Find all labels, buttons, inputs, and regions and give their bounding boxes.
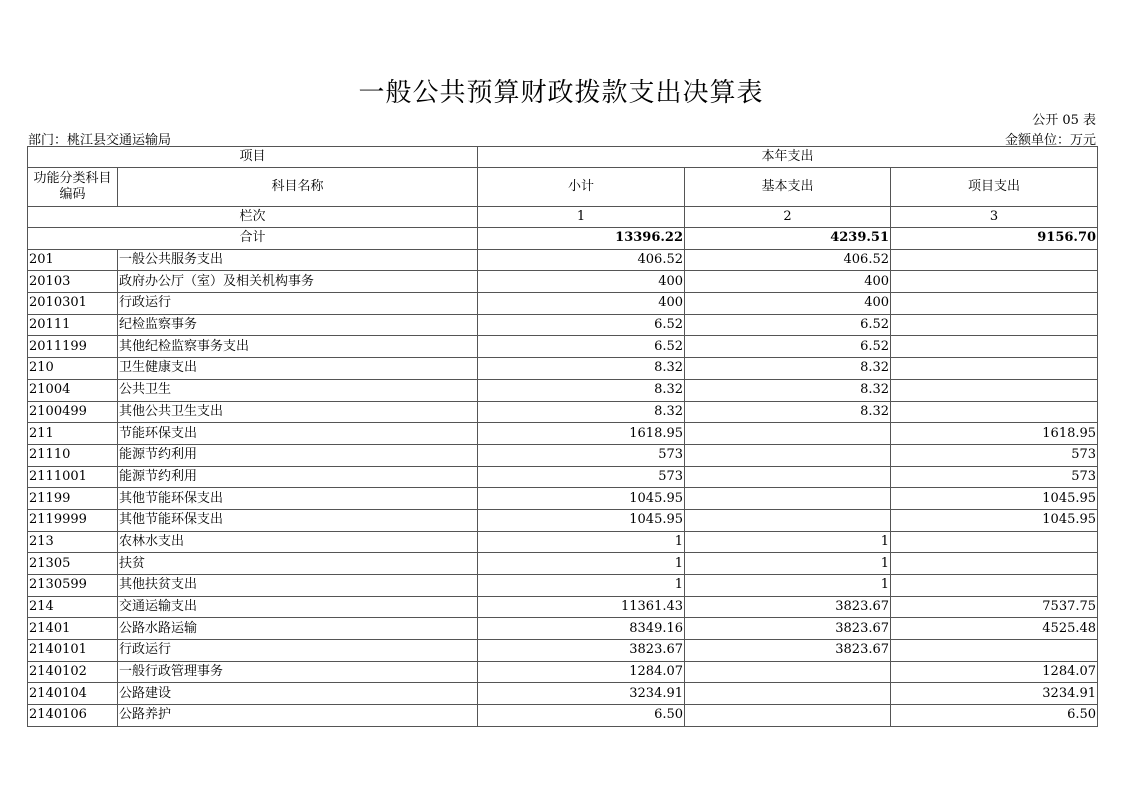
header-basic: 基本支出 xyxy=(685,168,891,207)
row-subtotal: 6.52 xyxy=(478,336,685,358)
row-name: 能源节约利用 xyxy=(118,466,478,488)
row-basic: 406.52 xyxy=(685,249,891,271)
row-code: 210 xyxy=(28,358,118,380)
table-row xyxy=(28,358,1098,380)
table-row xyxy=(28,661,1098,683)
department-label: 部门：桃江县交通运输局 xyxy=(28,133,172,148)
row-name: 交通运输支出 xyxy=(118,596,478,618)
table-row xyxy=(28,314,1098,336)
row-subtotal: 11361.43 xyxy=(478,596,685,618)
table-row xyxy=(28,575,1098,597)
row-name: 行政运行 xyxy=(118,293,478,315)
header-subtotal: 小计 xyxy=(478,168,685,207)
table-row xyxy=(28,336,1098,358)
row-project xyxy=(891,575,1098,597)
row-basic xyxy=(685,705,891,727)
table-row xyxy=(28,379,1098,401)
row-name: 公路水路运输 xyxy=(118,618,478,640)
row-code: 2140106 xyxy=(28,705,118,727)
row-name: 公路养护 xyxy=(118,705,478,727)
row-name: 纪检监察事务 xyxy=(118,314,478,336)
row-project: 573 xyxy=(891,466,1098,488)
row-subtotal: 1 xyxy=(478,575,685,597)
row-project xyxy=(891,379,1098,401)
row-subtotal: 8.32 xyxy=(478,401,685,423)
row-project: 6.50 xyxy=(891,705,1098,727)
row-code: 2140101 xyxy=(28,640,118,662)
row-basic xyxy=(685,488,891,510)
row-name: 节能环保支出 xyxy=(118,423,478,445)
row-code: 2010301 xyxy=(28,293,118,315)
row-basic: 1 xyxy=(685,575,891,597)
row-name: 一般公共服务支出 xyxy=(118,249,478,271)
row-code: 20103 xyxy=(28,271,118,293)
row-subtotal: 6.52 xyxy=(478,314,685,336)
column-number-row xyxy=(28,207,1098,228)
page-title: 一般公共预算财政拨款支出决算表 xyxy=(358,78,764,108)
row-subtotal: 8.32 xyxy=(478,358,685,380)
row-basic: 3823.67 xyxy=(685,596,891,618)
row-code: 2100499 xyxy=(28,401,118,423)
row-name: 扶贫 xyxy=(118,553,478,575)
row-subtotal: 6.50 xyxy=(478,705,685,727)
row-subtotal: 8.32 xyxy=(478,379,685,401)
row-subtotal: 406.52 xyxy=(478,249,685,271)
row-name: 公共卫生 xyxy=(118,379,478,401)
row-basic xyxy=(685,661,891,683)
row-code: 21305 xyxy=(28,553,118,575)
row-basic xyxy=(685,509,891,531)
row-code: 2130599 xyxy=(28,575,118,597)
total-subtotal: 13396.22 xyxy=(478,228,685,250)
row-code: 211 xyxy=(28,423,118,445)
form-code: 公开 05 表 xyxy=(1032,113,1096,128)
total-project: 9156.70 xyxy=(891,228,1098,250)
row-code: 213 xyxy=(28,531,118,553)
table-row xyxy=(28,423,1098,445)
table-row xyxy=(28,401,1098,423)
row-project xyxy=(891,314,1098,336)
row-basic xyxy=(685,466,891,488)
row-name: 其他公共卫生支出 xyxy=(118,401,478,423)
row-name: 卫生健康支出 xyxy=(118,358,478,380)
header-code: 功能分类科目编码 xyxy=(28,168,118,207)
row-project: 3234.91 xyxy=(891,683,1098,705)
row-basic: 6.52 xyxy=(685,314,891,336)
row-project xyxy=(891,336,1098,358)
amount-unit-label: 金额单位：万元 xyxy=(1004,133,1096,148)
row-basic: 3823.67 xyxy=(685,618,891,640)
row-project: 1045.95 xyxy=(891,509,1098,531)
row-name: 其他扶贫支出 xyxy=(118,575,478,597)
row-project xyxy=(891,293,1098,315)
row-basic: 1 xyxy=(685,553,891,575)
row-basic xyxy=(685,423,891,445)
table-row xyxy=(28,249,1098,271)
row-basic xyxy=(685,683,891,705)
header-project: 项目支出 xyxy=(891,168,1098,207)
row-name: 行政运行 xyxy=(118,640,478,662)
table-row xyxy=(28,640,1098,662)
column-number-2: 2 xyxy=(685,207,891,228)
table-row xyxy=(28,293,1098,315)
row-code: 2140104 xyxy=(28,683,118,705)
column-number-1: 1 xyxy=(478,207,685,228)
table-row xyxy=(28,271,1098,293)
row-name: 公路建设 xyxy=(118,683,478,705)
header-name: 科目名称 xyxy=(118,168,478,207)
row-subtotal: 1618.95 xyxy=(478,423,685,445)
row-code: 2111001 xyxy=(28,466,118,488)
row-subtotal: 400 xyxy=(478,271,685,293)
row-name: 一般行政管理事务 xyxy=(118,661,478,683)
row-project xyxy=(891,358,1098,380)
row-project: 1618.95 xyxy=(891,423,1098,445)
total-label: 合计 xyxy=(28,228,478,250)
expenditure-table xyxy=(27,146,1098,727)
table-row xyxy=(28,444,1098,466)
row-subtotal: 1284.07 xyxy=(478,661,685,683)
table-row xyxy=(28,683,1098,705)
row-code: 201 xyxy=(28,249,118,271)
row-subtotal: 1 xyxy=(478,531,685,553)
row-subtotal: 8349.16 xyxy=(478,618,685,640)
row-name: 能源节约利用 xyxy=(118,444,478,466)
row-project: 573 xyxy=(891,444,1098,466)
row-project: 1045.95 xyxy=(891,488,1098,510)
row-basic: 1 xyxy=(685,531,891,553)
row-subtotal: 1045.95 xyxy=(478,509,685,531)
row-project xyxy=(891,640,1098,662)
header-row-columns xyxy=(28,168,1098,207)
row-code: 20111 xyxy=(28,314,118,336)
table-row xyxy=(28,509,1098,531)
column-number-3: 3 xyxy=(891,207,1098,228)
row-basic: 400 xyxy=(685,271,891,293)
row-code: 2011199 xyxy=(28,336,118,358)
row-project: 4525.48 xyxy=(891,618,1098,640)
column-number-label: 栏次 xyxy=(28,207,478,228)
row-basic: 8.32 xyxy=(685,358,891,380)
row-subtotal: 1045.95 xyxy=(478,488,685,510)
row-code: 214 xyxy=(28,596,118,618)
row-basic: 3823.67 xyxy=(685,640,891,662)
table-row xyxy=(28,488,1098,510)
table-row xyxy=(28,618,1098,640)
row-subtotal: 3234.91 xyxy=(478,683,685,705)
row-subtotal: 3823.67 xyxy=(478,640,685,662)
row-code: 2140102 xyxy=(28,661,118,683)
row-name: 其他节能环保支出 xyxy=(118,509,478,531)
total-basic: 4239.51 xyxy=(685,228,891,250)
row-name: 政府办公厅（室）及相关机构事务 xyxy=(118,271,478,293)
row-project xyxy=(891,249,1098,271)
row-subtotal: 573 xyxy=(478,466,685,488)
row-project xyxy=(891,401,1098,423)
row-project xyxy=(891,553,1098,575)
row-subtotal: 1 xyxy=(478,553,685,575)
table-row xyxy=(28,553,1098,575)
row-subtotal: 400 xyxy=(478,293,685,315)
total-row xyxy=(28,228,1098,250)
row-code: 2119999 xyxy=(28,509,118,531)
table-row xyxy=(28,466,1098,488)
row-project xyxy=(891,531,1098,553)
table-row xyxy=(28,705,1098,727)
table-row xyxy=(28,531,1098,553)
row-project: 7537.75 xyxy=(891,596,1098,618)
row-project: 1284.07 xyxy=(891,661,1098,683)
row-subtotal: 573 xyxy=(478,444,685,466)
header-row-top xyxy=(28,147,1098,168)
row-code: 21004 xyxy=(28,379,118,401)
header-current-year: 本年支出 xyxy=(478,147,1098,168)
row-basic: 8.32 xyxy=(685,401,891,423)
row-basic: 6.52 xyxy=(685,336,891,358)
row-code: 21401 xyxy=(28,618,118,640)
row-project xyxy=(891,271,1098,293)
row-basic xyxy=(685,444,891,466)
row-basic: 8.32 xyxy=(685,379,891,401)
table-row xyxy=(28,596,1098,618)
row-code: 21199 xyxy=(28,488,118,510)
row-code: 21110 xyxy=(28,444,118,466)
row-name: 农林水支出 xyxy=(118,531,478,553)
row-basic: 400 xyxy=(685,293,891,315)
row-name: 其他纪检监察事务支出 xyxy=(118,336,478,358)
header-item: 项目 xyxy=(28,147,478,168)
row-name: 其他节能环保支出 xyxy=(118,488,478,510)
